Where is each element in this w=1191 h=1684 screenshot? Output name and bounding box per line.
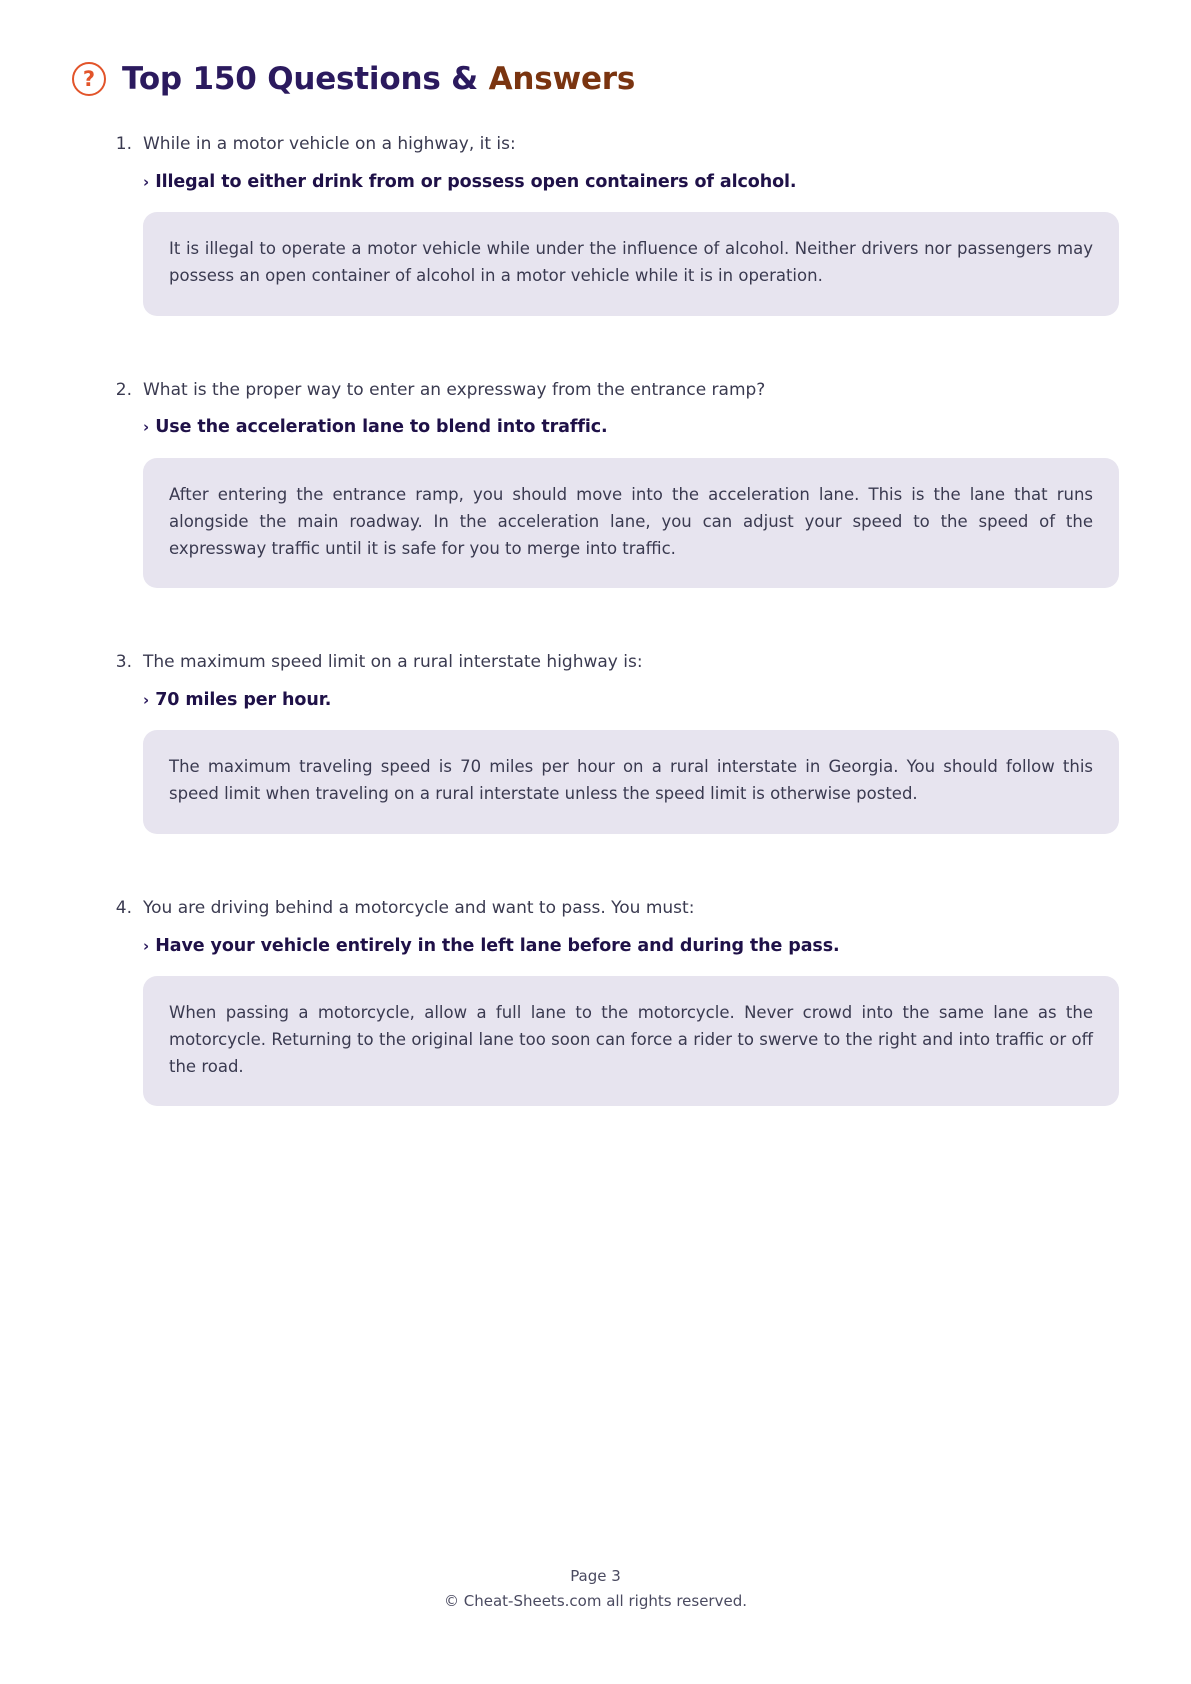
chevron-right-icon: › bbox=[143, 936, 150, 955]
question-text: The maximum speed limit on a rural interstate highway is: bbox=[143, 652, 643, 673]
page-title bbox=[122, 62, 635, 96]
explanation-box: The maximum traveling speed is 70 miles per hour on a rural interstate in Georgia. You should follow this speed limit when traveling on a rural interstate unless the speed limit is otherwise posted. bbox=[143, 730, 1119, 833]
page-footer bbox=[0, 1567, 1191, 1610]
question-number: 2. bbox=[115, 379, 132, 400]
question-text: While in a motor vehicle on a highway, it is: bbox=[143, 134, 516, 155]
page-title-accent: Answers bbox=[488, 61, 636, 97]
answer-row bbox=[143, 689, 1119, 713]
question-row bbox=[110, 896, 1119, 921]
answer-text: Have your vehicle entirely in the left lane before and during the pass. bbox=[155, 935, 840, 956]
answer-text: Illegal to either drink from or possess open containers of alcohol. bbox=[155, 171, 797, 192]
question-row bbox=[110, 132, 1119, 157]
answer-text: Use the acceleration lane to blend into traffic. bbox=[155, 417, 608, 438]
question-number: 1. bbox=[115, 134, 132, 155]
questions-list bbox=[72, 132, 1119, 1106]
qa-item bbox=[72, 896, 1119, 1106]
page-title-primary: Top 150 Questions & bbox=[122, 61, 489, 97]
chevron-right-icon: › bbox=[143, 418, 150, 437]
answer-row bbox=[143, 416, 1119, 440]
qa-item bbox=[72, 378, 1119, 588]
question-text: You are driving behind a motorcycle and want to pass. You must: bbox=[143, 897, 695, 918]
question-text: What is the proper way to enter an expressway from the entrance ramp? bbox=[143, 379, 766, 400]
explanation-box: When passing a motorcycle, allow a full lane to the motorcycle. Never crowd into the same lane as the motorcycle. Returning to the original lane too soon can force a rider to swerve to the right and into traffic or off the road. bbox=[143, 976, 1119, 1106]
answer-text: 70 miles per hour. bbox=[155, 689, 332, 710]
copyright-text: © Cheat-Sheets.com all rights reserved. bbox=[443, 1592, 747, 1610]
page-header bbox=[72, 62, 1119, 96]
question-number: 4. bbox=[115, 897, 132, 918]
answer-row bbox=[143, 171, 1119, 195]
question-number: 3. bbox=[115, 652, 132, 673]
qa-item bbox=[72, 650, 1119, 834]
question-row bbox=[110, 650, 1119, 675]
chevron-right-icon: › bbox=[143, 690, 150, 709]
answer-row bbox=[143, 935, 1119, 959]
explanation-box: It is illegal to operate a motor vehicle while under the influence of alcohol. Neither drivers nor passengers may possess an open container of alcohol in a motor vehicle while it is in operation. bbox=[143, 212, 1119, 315]
question-mark-circle-icon: ? bbox=[72, 62, 106, 96]
page-number: Page 3 bbox=[570, 1567, 621, 1585]
qa-item bbox=[72, 132, 1119, 316]
explanation-box: After entering the entrance ramp, you should move into the acceleration lane. This is the lane that runs alongside the main roadway. In the acceleration lane, you can adjust your speed to the speed of the expressway traffic until it is safe for you to merge into traffic. bbox=[143, 458, 1119, 588]
chevron-right-icon: › bbox=[143, 172, 150, 191]
question-row bbox=[110, 378, 1119, 403]
